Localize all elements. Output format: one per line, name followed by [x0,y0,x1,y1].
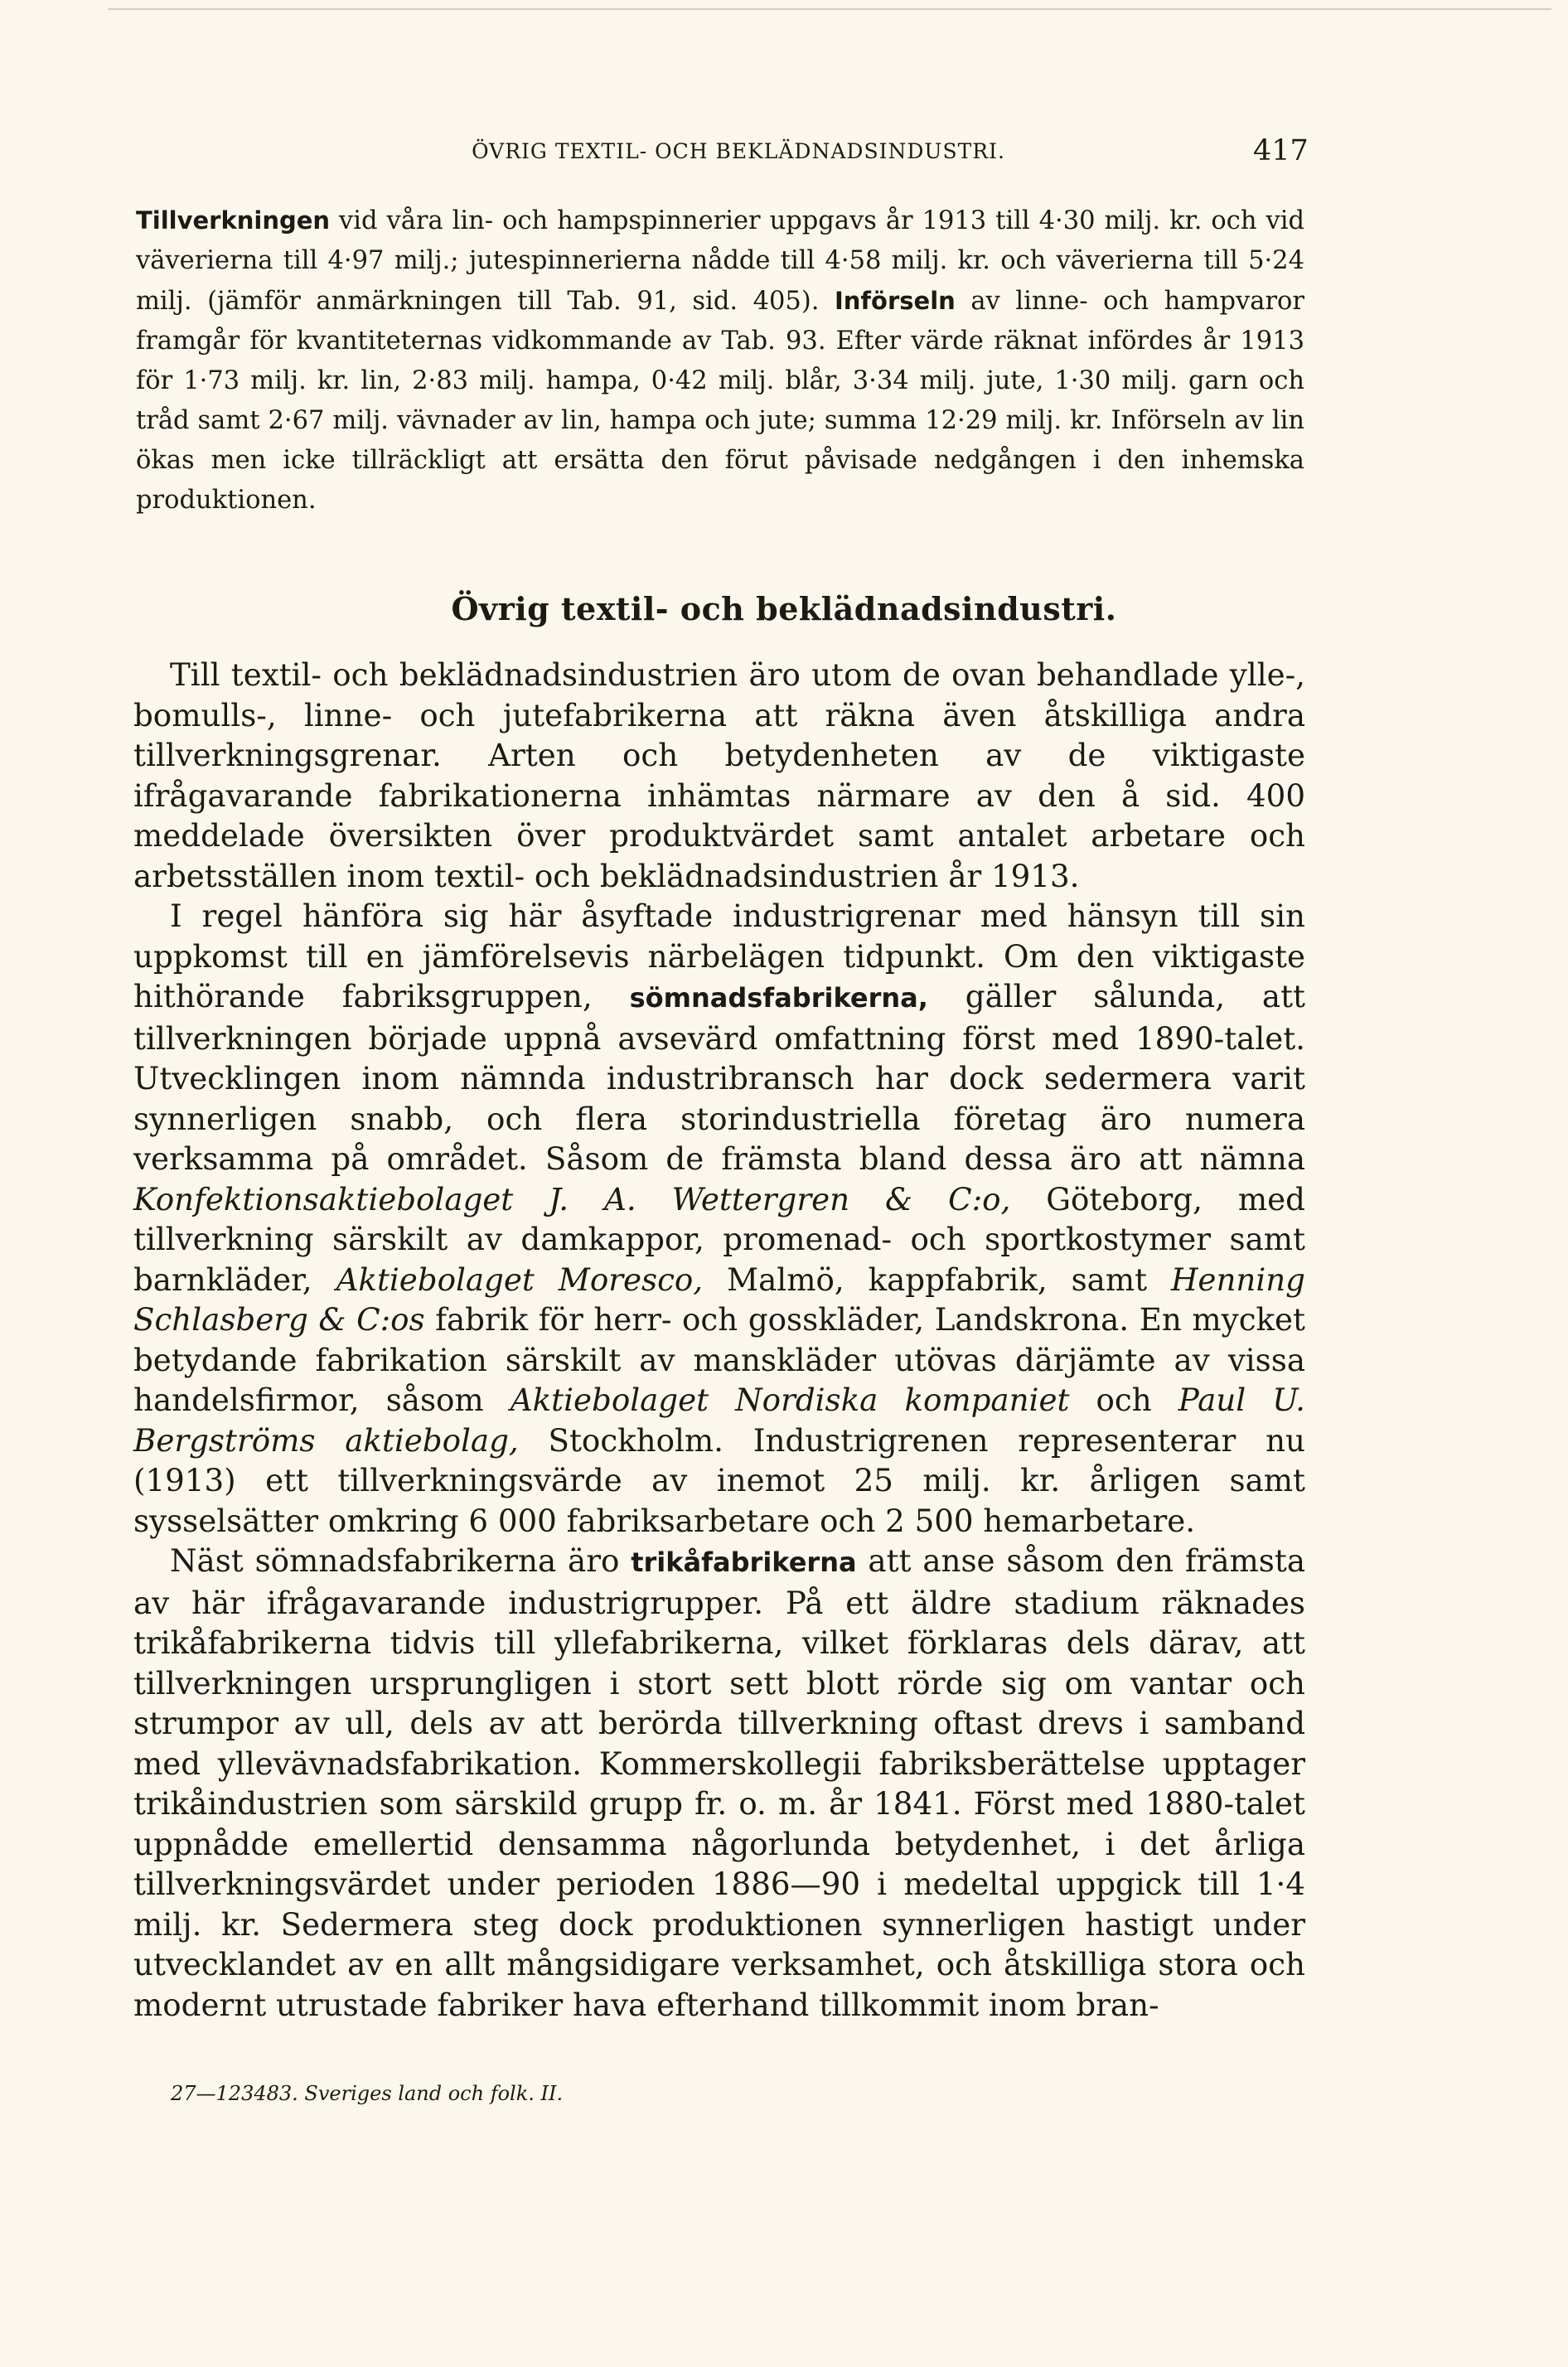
paragraph-1: Till textil- och beklädnadsindustrien äro utom de ovan behandlade ylle-, bomulls-, linne- och jutefabrikerna att räkna även åtskilliga andra tillverkningsgrenar. Arten och betydenheten av de viktigaste ifrågavarande fabrikationerna inhämtas närmare av den å sid. 400 meddelade översikten över produktvärdet samt antalet arbetare och arbetsställen inom textil- och beklädnadsindustrien år 1913. [133,656,1305,894]
intro-paragraph [136,201,1304,520]
term-somnadsfabrikerna: sömnadsfabrikerna, [629,982,928,1014]
top-rule [108,8,1551,10]
section-title: Övrig textil- och beklädnadsindustri. [451,590,1117,627]
intro-section [136,201,1304,520]
footer-signature: 27—123483. Sveriges land och folk. II. [171,2082,564,2105]
firm-moresco: Aktiebolaget Moresco, [336,1261,704,1298]
p2-text-g: Stockholm. Industrigrenen representerar nu (1913) ett tillverkningsvärde av inemot 25 milj. kr. årligen samt sysselsätter omkring 6 000 fabriksarbetare och 2 500 hemarbetare. [133,1421,1305,1539]
firm-bergstrom: Paul U. Bergströms aktiebolag, [133,1382,1305,1459]
body-text [133,655,1305,2025]
p2-text-b: gäller sålunda, att tillverkningen började uppnå avsevärd omfattning först med 1890-talet. Utvecklingen inom nämnda industribransch har dock sedermera varit synnerligen snabb, och flera storindustriella företag äro numera verksamma på området. Såsom de främsta bland dessa äro att nämna [133,978,1305,1177]
p2-text-c: Göteborg, med tillverkning särskilt av damkappor, promenad- och sportkostymer samt barnkläder, [133,1180,1305,1298]
term-trikafabrikerna: trikåfabrikerna [631,1547,857,1578]
p3-text-a: Näst sömnadsfabrikerna äro [170,1542,632,1579]
intro-text-1: vid våra lin- och hampspinnerier uppgavs år 1913 till 4·30 milj. kr. och vid väverierna till 4·97 milj.; jutespinnerierna nådde till 4·58 milj. kr. och väverierna till 5·24 milj. (jämför anmärkningen till Tab. 91, sid. 405). [136,206,1304,316]
term-inforseln: Införseln [835,287,956,315]
firm-nordiska-kompaniet: Aktiebolaget Nordiska kompaniet [510,1382,1070,1418]
p2-text-e: fabrik för herr- och gosskläder, Landskrona. En mycket betydande fabrikation särskilt av manskläder utövas därjämte av vissa handelsfirmor, såsom [133,1301,1306,1418]
paragraph-3 [133,1541,1305,2025]
p2-text-d: Malmö, kappfabrik, samt [703,1261,1171,1298]
page-header [166,139,1311,172]
paragraph-2 [133,896,1305,1541]
p3-text-b: att anse såsom den främsta av här ifrågavarande industrigrupper. På ett äldre stadium räknades trikåfabrikerna tidvis till yllefabrikerna, vilket förklaras dels därav, att tillverkningen ursprungligen i stort sett blott rörde sig om vantar och strumpor av ull, dels av att berörda tillverkning oftast drevs i samband med yllevävnadsfabrikation. Kommerskollegii fabriksberättelse upptager trikåindustrien som särskild grupp fr. o. m. år 1841. Först med 1880-talet uppnådde emellertid densamma någorlunda betydenhet, i det årliga tillverkningsvärdet under perioden 1886—90 i medeltal uppgick till 1·4 milj. kr. Sedermera steg dock produktionen synnerligen hastigt under utvecklandet av en allt mångsidigare verksamhet, och åtskilliga stora och modernt utrustade fabriker hava efterhand tillkommit inom bran- [133,1542,1305,2023]
term-tillverkningen: Tillverkningen [136,206,331,235]
firm-wettergren: Konfektionsaktiebolaget J. A. Wettergren & C:o, [133,1180,1011,1217]
running-head: ÖVRIG TEXTIL- OCH BEKLÄDNADSINDUSTRI. [472,139,1005,163]
firm-schlasberg: Henning Schlasberg & C:os [133,1261,1305,1338]
p2-text-a: I regel hänföra sig här åsyftade industrigrenar med hänsyn till sin uppkomst till en jämförelsevis närbelägen tidpunkt. Om den viktigaste hithörande fabriksgruppen, [133,898,1305,1014]
p2-text-f: och [1069,1382,1178,1418]
intro-text-2: av linne- och hampvaror framgår för kvantiteternas vidkommande av Tab. 93. Efter värde räknat infördes år 1913 för 1·73 milj. kr. lin, 2·83 milj. hampa, 0·42 milj. blår, 3·34 milj. jute, 1·30 milj. garn och tråd samt 2·67 milj. vävnader av lin, hampa och jute; summa 12·29 milj. kr. Införseln av lin ökas men icke tillräckligt att ersätta den förut påvisade nedgången i den inhemska produktionen. [136,287,1304,515]
page-number: 417 [1253,134,1309,167]
